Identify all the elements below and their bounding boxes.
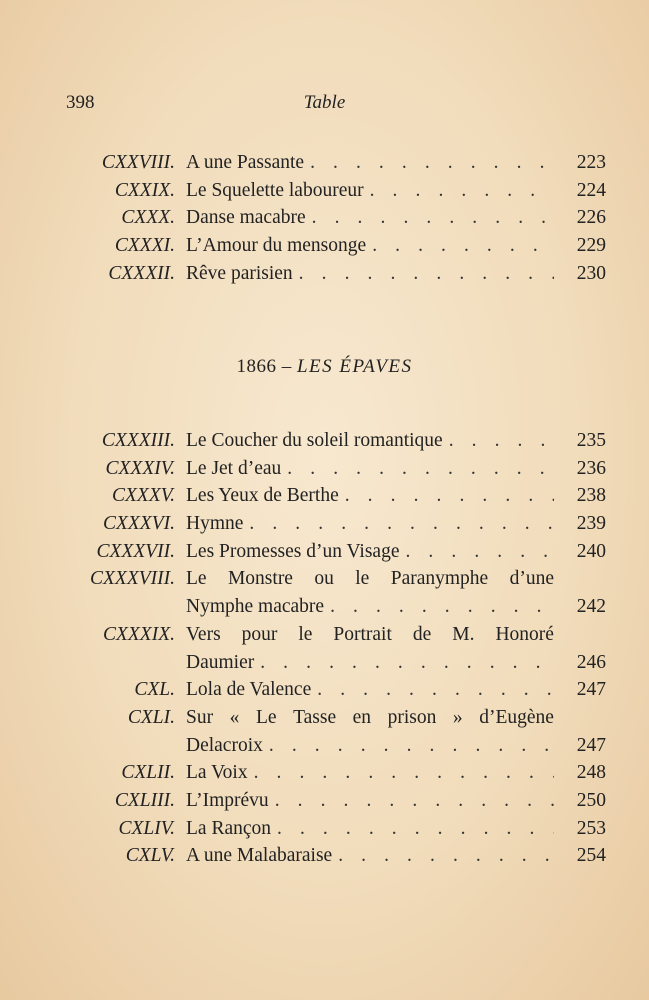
entry-title	[186, 455, 554, 483]
dot-leader	[370, 177, 554, 205]
entry-page-number: 250	[576, 789, 606, 811]
entry-page-number: 240	[576, 540, 606, 562]
entry-title-text: Lola de Valence	[186, 679, 312, 701]
entry-title	[186, 149, 554, 177]
entry-title-text: Les Promesses d’un Visage	[186, 540, 400, 562]
entry-page-number: 239	[576, 513, 606, 535]
dot-leader	[260, 649, 554, 677]
toc-entry	[0, 621, 649, 676]
entry-page-number: 253	[576, 817, 606, 839]
toc-entry	[0, 842, 649, 870]
dot-leader	[277, 815, 554, 843]
toc-entry	[0, 177, 649, 205]
entry-title-line-1: Sur « Le Tasse en prison » d’Eugène	[186, 706, 554, 728]
entry-title-line-2: Delacroix	[186, 734, 263, 756]
toc-entry	[0, 704, 649, 759]
entry-title-text: L’Imprévu	[186, 789, 269, 811]
dot-leader	[405, 538, 554, 566]
entry-page-number: 247	[576, 734, 606, 756]
entry-number: CXXIX.	[114, 179, 175, 201]
toc-entry	[0, 260, 649, 288]
entry-page-number: 226	[576, 207, 606, 229]
entry-page-number: 246	[576, 651, 606, 673]
dot-leader	[275, 787, 554, 815]
entry-number: CXLI.	[127, 706, 175, 728]
entry-title	[186, 842, 554, 870]
entry-title-line-2: Daumier	[186, 651, 255, 673]
entry-number: CXLIV.	[118, 817, 175, 839]
entry-page-number: 254	[576, 845, 606, 867]
entry-number: CXLII.	[121, 762, 175, 784]
entry-page-number: 247	[576, 679, 606, 701]
entry-title	[186, 204, 554, 232]
entry-title-line-2: Nymphe macabre	[186, 596, 325, 618]
dot-leader	[317, 676, 554, 704]
toc-section-1	[0, 149, 649, 287]
entry-title-text: A une Malabaraise	[186, 845, 333, 867]
entry-number: CXL.	[134, 679, 175, 701]
dot-leader	[449, 427, 554, 455]
dot-leader	[372, 232, 554, 260]
entry-title	[186, 538, 554, 566]
entry-page-number: 238	[576, 485, 606, 507]
toc-entry	[0, 815, 649, 843]
entry-title-text: Le Coucher du soleil romantique	[186, 430, 443, 451]
page-number: 398	[66, 92, 95, 113]
entry-number: CXXXIX.	[102, 623, 175, 645]
entry-number: CXXXIV.	[105, 457, 175, 479]
dot-leader	[310, 149, 554, 177]
entry-title	[186, 676, 554, 704]
entry-title-text: La Rançon	[186, 817, 272, 839]
section-title: LES ÉPAVES	[296, 356, 413, 377]
entry-page-number: 230	[576, 262, 606, 284]
entry-title-text: La Voix	[186, 762, 248, 784]
entry-number: CXXXII.	[108, 262, 175, 284]
entry-title	[186, 510, 554, 538]
entry-title-text: Le Jet d’eau	[186, 457, 282, 479]
entry-title-text: Les Yeux de Berthe	[186, 485, 339, 507]
entry-page-number: 223	[576, 152, 606, 173]
entry-title-line-1: Vers pour le Portrait de M. Honoré	[186, 623, 554, 645]
entry-number: CXXXV.	[111, 485, 175, 507]
toc-entry	[0, 538, 649, 566]
entry-page-number: 242	[576, 596, 606, 618]
entry-number: CXXXVIII.	[89, 568, 175, 590]
dot-leader	[254, 759, 554, 787]
entry-number: CXXXI.	[114, 235, 175, 257]
entry-title-text: L’Amour du mensonge	[186, 235, 367, 257]
toc-entry	[0, 232, 649, 260]
dot-leader	[249, 510, 554, 538]
entry-title	[186, 787, 554, 815]
entry-page-number: 248	[576, 762, 606, 784]
entry-title	[186, 260, 554, 288]
toc-entry	[0, 787, 649, 815]
entry-title	[186, 815, 554, 843]
toc-entry	[0, 676, 649, 704]
dot-leader	[269, 732, 554, 760]
section-dash: –	[281, 356, 292, 377]
toc-entry	[0, 427, 649, 455]
entry-title-text: Le Squelette laboureur	[186, 179, 364, 201]
toc-entry	[0, 759, 649, 787]
entry-number: CXLV.	[125, 845, 175, 867]
dot-leader	[330, 593, 554, 621]
toc-entry	[0, 482, 649, 510]
entry-page-number: 224	[576, 179, 606, 201]
entry-page-number: 236	[576, 457, 606, 479]
toc-entry	[0, 510, 649, 538]
section-heading	[0, 356, 649, 378]
page-header	[66, 92, 583, 122]
running-title: Table	[303, 92, 346, 113]
entry-title	[186, 427, 554, 455]
entry-title-text: A une Passante	[186, 152, 305, 173]
toc-entry	[0, 149, 649, 177]
entry-title	[186, 621, 554, 676]
entry-number: CXXXVII.	[96, 540, 175, 562]
dot-leader	[345, 482, 554, 510]
dot-leader	[312, 204, 554, 232]
dot-leader	[299, 260, 554, 288]
entry-page-number: 235	[576, 430, 606, 451]
entry-title	[186, 759, 554, 787]
section-year: 1866	[236, 356, 277, 377]
entry-number: CXXVIII.	[101, 152, 175, 173]
dot-leader	[338, 842, 554, 870]
entry-title-line-1: Le Monstre ou le Paranymphe d’une	[186, 568, 554, 590]
toc-entry	[0, 565, 649, 620]
entry-number: CXXX.	[121, 207, 175, 229]
entry-title	[186, 704, 554, 759]
entry-title-text: Hymne	[186, 513, 244, 535]
entry-title	[186, 232, 554, 260]
entry-number: CXXXVI.	[102, 513, 175, 535]
entry-number: CXXXIII.	[101, 430, 175, 451]
entry-title-text: Danse macabre	[186, 207, 306, 229]
toc-section-2	[0, 427, 649, 870]
entry-title	[186, 565, 554, 620]
entry-title	[186, 482, 554, 510]
entry-title-text: Rêve parisien	[186, 262, 293, 284]
entry-page-number: 229	[576, 235, 606, 257]
entry-number: CXLIII.	[114, 789, 175, 811]
dot-leader	[287, 455, 554, 483]
toc-entry	[0, 204, 649, 232]
entry-title	[186, 177, 554, 205]
toc-entry	[0, 455, 649, 483]
